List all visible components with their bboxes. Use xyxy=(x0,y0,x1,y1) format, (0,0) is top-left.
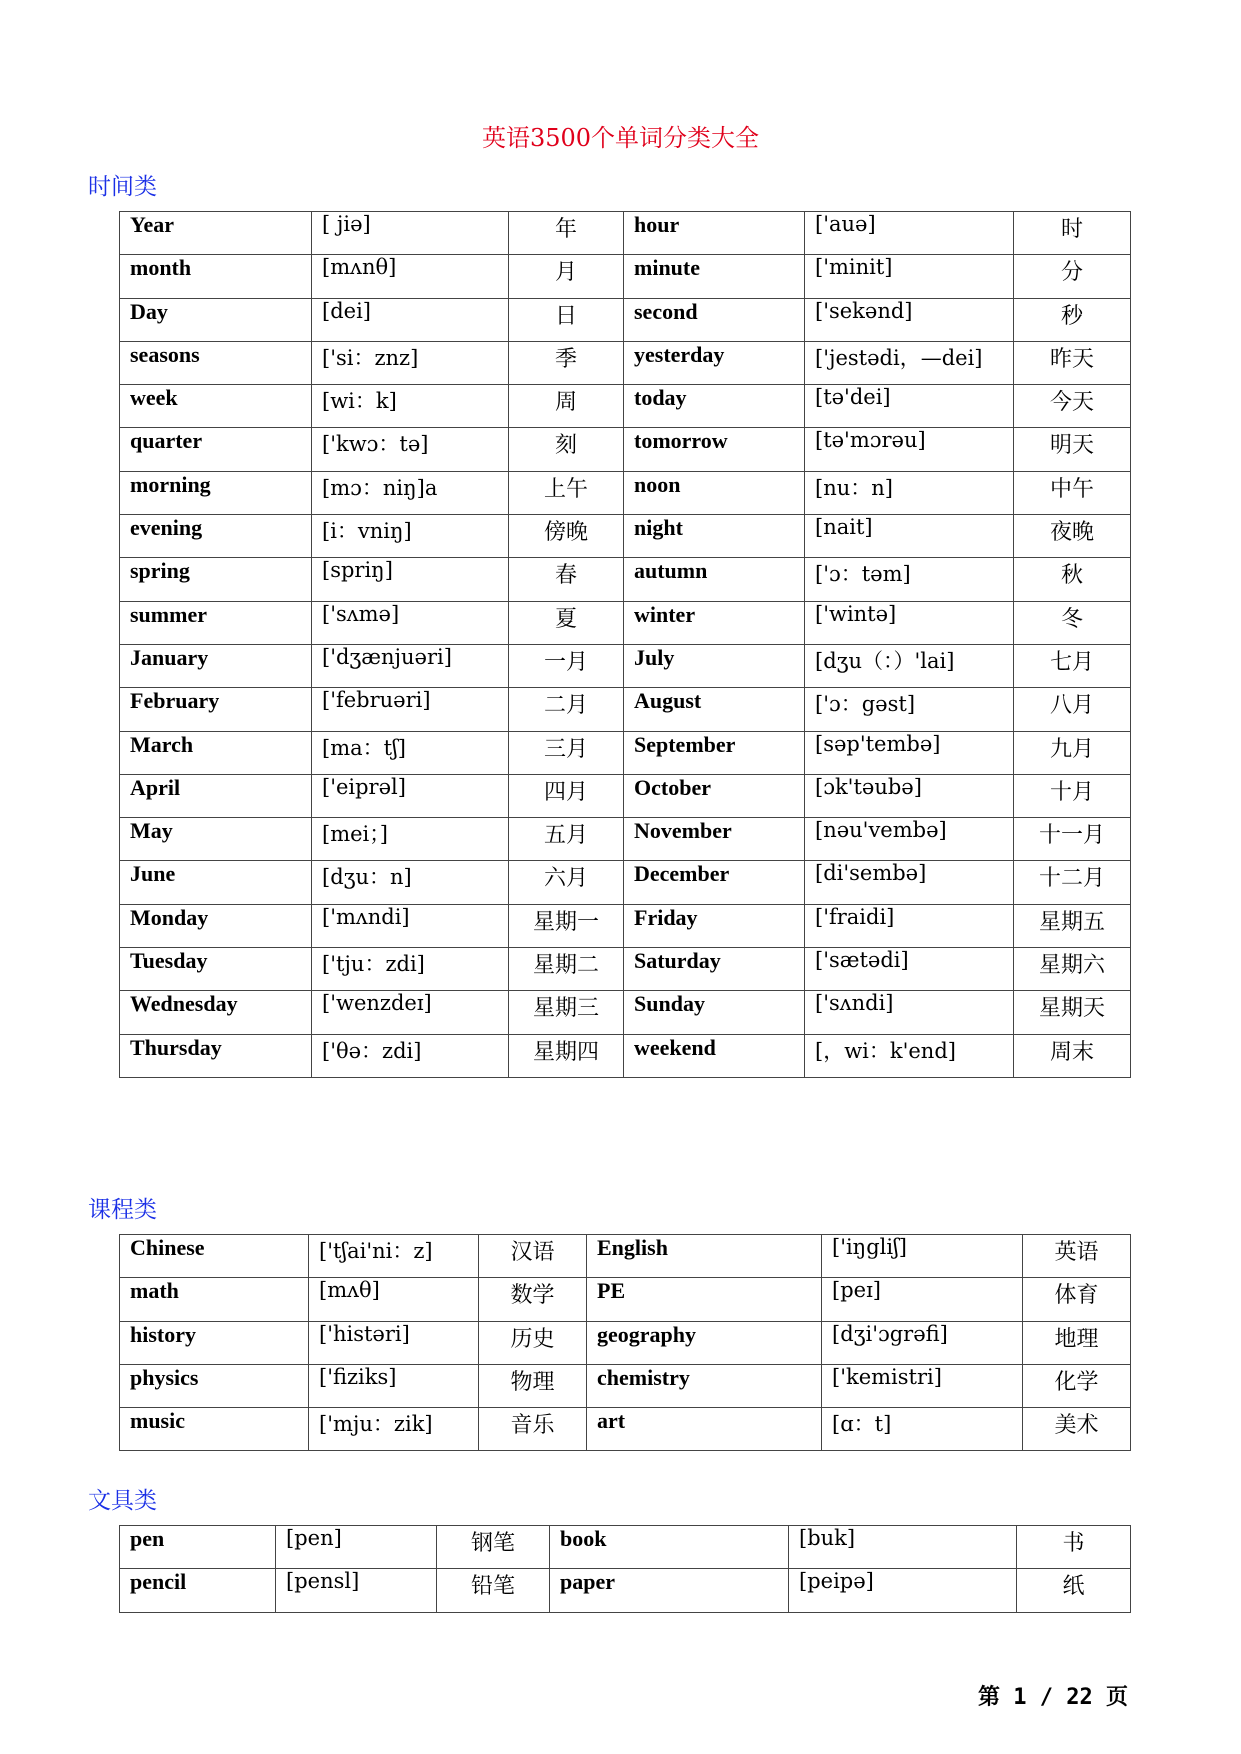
table-row xyxy=(120,471,1131,514)
phonetic-cell: [nəu'vembə] xyxy=(805,818,1014,861)
phonetic-cell: [peipə] xyxy=(789,1569,1017,1612)
meaning-cell: 时 xyxy=(1014,212,1131,255)
word-cell: September xyxy=(624,731,805,774)
word-cell: Friday xyxy=(624,904,805,947)
word-cell: weekend xyxy=(624,1034,805,1077)
word-cell: January xyxy=(120,644,312,687)
phonetic-cell: ['iŋgliʃ] xyxy=(822,1235,1023,1278)
phonetic-cell: [buk] xyxy=(789,1526,1017,1569)
meaning-cell: 二月 xyxy=(509,688,624,731)
table-row xyxy=(120,644,1131,687)
meaning-cell: 七月 xyxy=(1014,644,1131,687)
word-cell: December xyxy=(624,861,805,904)
word-cell: week xyxy=(120,385,312,428)
word-cell: Wednesday xyxy=(120,991,312,1034)
phonetic-cell: [mʌθ] xyxy=(309,1278,479,1321)
word-cell: art xyxy=(587,1408,822,1451)
table-row xyxy=(120,731,1131,774)
phonetic-cell: [mʌnθ] xyxy=(312,255,509,298)
table-row xyxy=(120,1526,1131,1569)
phonetic-cell: [peɪ] xyxy=(822,1278,1023,1321)
phonetic-cell: [dei] xyxy=(312,298,509,341)
word-cell: geography xyxy=(587,1321,822,1364)
phonetic-cell: [wi：k] xyxy=(312,385,509,428)
meaning-cell: 秋 xyxy=(1014,558,1131,601)
meaning-cell: 日 xyxy=(509,298,624,341)
word-cell: morning xyxy=(120,471,312,514)
section-heading-courses: 课程类 xyxy=(88,1197,157,1223)
phonetic-cell: [dʒu：n] xyxy=(312,861,509,904)
word-cell: winter xyxy=(624,601,805,644)
word-cell: February xyxy=(120,688,312,731)
phonetic-cell: ['sʌndi] xyxy=(805,991,1014,1034)
table-row xyxy=(120,255,1131,298)
meaning-cell: 夜晚 xyxy=(1014,515,1131,558)
meaning-cell: 美术 xyxy=(1023,1408,1131,1451)
word-cell: history xyxy=(120,1321,309,1364)
meaning-cell: 季 xyxy=(509,341,624,384)
meaning-cell: 星期四 xyxy=(509,1034,624,1077)
word-cell: math xyxy=(120,1278,309,1321)
word-cell: May xyxy=(120,818,312,861)
phonetic-cell: [ɑ：t] xyxy=(822,1408,1023,1451)
meaning-cell: 分 xyxy=(1014,255,1131,298)
meaning-cell: 四月 xyxy=(509,774,624,817)
phonetic-cell: ['februəri] xyxy=(312,688,509,731)
table-row xyxy=(120,298,1131,341)
word-cell: March xyxy=(120,731,312,774)
word-cell: English xyxy=(587,1235,822,1278)
phonetic-cell: [i：vniŋ] xyxy=(312,515,509,558)
phonetic-cell: ['histəri] xyxy=(309,1321,479,1364)
phonetic-cell: [spriŋ] xyxy=(312,558,509,601)
meaning-cell: 纸 xyxy=(1017,1569,1131,1612)
table-row xyxy=(120,558,1131,601)
phonetic-cell: ['minit] xyxy=(805,255,1014,298)
phonetic-cell: ['jestədi，—dei] xyxy=(805,341,1014,384)
phonetic-cell: ['fraidi] xyxy=(805,904,1014,947)
phonetic-cell: [tə'mɔrəu] xyxy=(805,428,1014,471)
meaning-cell: 一月 xyxy=(509,644,624,687)
document-title: 英语3500个单词分类大全 xyxy=(481,124,760,152)
word-cell: summer xyxy=(120,601,312,644)
word-cell: today xyxy=(624,385,805,428)
word-cell: noon xyxy=(624,471,805,514)
table-row xyxy=(120,688,1131,731)
meaning-cell: 春 xyxy=(509,558,624,601)
phonetic-cell: ['sekənd] xyxy=(805,298,1014,341)
table-row xyxy=(120,212,1131,255)
phonetic-cell: [ma：tʃ] xyxy=(312,731,509,774)
meaning-cell: 今天 xyxy=(1014,385,1131,428)
section-heading-time: 时间类 xyxy=(88,174,157,200)
meaning-cell: 三月 xyxy=(509,731,624,774)
word-cell: Thursday xyxy=(120,1034,312,1077)
page-number: 第 1 / 22 页 xyxy=(978,1685,1128,1710)
meaning-cell: 十二月 xyxy=(1014,861,1131,904)
word-cell: October xyxy=(624,774,805,817)
word-cell: Saturday xyxy=(624,948,805,991)
meaning-cell: 星期二 xyxy=(509,948,624,991)
phonetic-cell: [dʒu（：）'lai] xyxy=(805,644,1014,687)
meaning-cell: 星期一 xyxy=(509,904,624,947)
table-row xyxy=(120,991,1131,1034)
section-heading-stationery: 文具类 xyxy=(88,1488,157,1514)
word-cell: Monday xyxy=(120,904,312,947)
phonetic-cell: ['eiprəl] xyxy=(312,774,509,817)
phonetic-cell: ['ɔ：təm] xyxy=(805,558,1014,601)
word-cell: July xyxy=(624,644,805,687)
vocab-table-stationery xyxy=(119,1525,1131,1613)
table-row xyxy=(120,385,1131,428)
meaning-cell: 刻 xyxy=(509,428,624,471)
word-cell: November xyxy=(624,818,805,861)
meaning-cell: 星期天 xyxy=(1014,991,1131,1034)
phonetic-cell: [di'sembə] xyxy=(805,861,1014,904)
meaning-cell: 年 xyxy=(509,212,624,255)
meaning-cell: 化学 xyxy=(1023,1364,1131,1407)
meaning-cell: 书 xyxy=(1017,1526,1131,1569)
meaning-cell: 音乐 xyxy=(479,1408,587,1451)
meaning-cell: 地理 xyxy=(1023,1321,1131,1364)
phonetic-cell: ['si：znz] xyxy=(312,341,509,384)
phonetic-cell: ['wintə] xyxy=(805,601,1014,644)
word-cell: night xyxy=(624,515,805,558)
phonetic-cell: [，wi：k'end] xyxy=(805,1034,1014,1077)
phonetic-cell: ['mʌndi] xyxy=(312,904,509,947)
word-cell: spring xyxy=(120,558,312,601)
vocab-table-time xyxy=(119,211,1131,1078)
table-row xyxy=(120,1408,1131,1451)
vocab-table-courses xyxy=(119,1234,1131,1451)
word-cell: paper xyxy=(550,1569,789,1612)
meaning-cell: 数学 xyxy=(479,1278,587,1321)
word-cell: physics xyxy=(120,1364,309,1407)
word-cell: Sunday xyxy=(624,991,805,1034)
phonetic-cell: ['ɔ：gəst] xyxy=(805,688,1014,731)
phonetic-cell: ['auə] xyxy=(805,212,1014,255)
phonetic-cell: [ɔk'təubə] xyxy=(805,774,1014,817)
word-cell: minute xyxy=(624,255,805,298)
word-cell: Tuesday xyxy=(120,948,312,991)
phonetic-cell: ['sætədi] xyxy=(805,948,1014,991)
phonetic-cell: [mɔ：niŋ]a xyxy=(312,471,509,514)
meaning-cell: 体育 xyxy=(1023,1278,1131,1321)
phonetic-cell: [pen] xyxy=(276,1526,437,1569)
word-cell: Year xyxy=(120,212,312,255)
word-cell: June xyxy=(120,861,312,904)
phonetic-cell: ['mju：zik] xyxy=(309,1408,479,1451)
meaning-cell: 英语 xyxy=(1023,1235,1131,1278)
meaning-cell: 六月 xyxy=(509,861,624,904)
meaning-cell: 历史 xyxy=(479,1321,587,1364)
word-cell: April xyxy=(120,774,312,817)
word-cell: yesterday xyxy=(624,341,805,384)
meaning-cell: 十月 xyxy=(1014,774,1131,817)
meaning-cell: 冬 xyxy=(1014,601,1131,644)
meaning-cell: 汉语 xyxy=(479,1235,587,1278)
phonetic-cell: ['sʌmə] xyxy=(312,601,509,644)
word-cell: pencil xyxy=(120,1569,276,1612)
phonetic-cell: [tə'dei] xyxy=(805,385,1014,428)
meaning-cell: 夏 xyxy=(509,601,624,644)
phonetic-cell: [nu：n] xyxy=(805,471,1014,514)
meaning-cell: 周 xyxy=(509,385,624,428)
phonetic-cell: ['dʒænjuəri] xyxy=(312,644,509,687)
table-row xyxy=(120,515,1131,558)
table-row xyxy=(120,818,1131,861)
word-cell: music xyxy=(120,1408,309,1451)
meaning-cell: 八月 xyxy=(1014,688,1131,731)
table-row xyxy=(120,1364,1131,1407)
meaning-cell: 傍晚 xyxy=(509,515,624,558)
table-row xyxy=(120,904,1131,947)
table-row xyxy=(120,774,1131,817)
meaning-cell: 星期五 xyxy=(1014,904,1131,947)
word-cell: book xyxy=(550,1526,789,1569)
table-row xyxy=(120,1569,1131,1612)
word-cell: hour xyxy=(624,212,805,255)
phonetic-cell: [səp'tembə] xyxy=(805,731,1014,774)
meaning-cell: 星期六 xyxy=(1014,948,1131,991)
word-cell: seasons xyxy=(120,341,312,384)
table-row xyxy=(120,1278,1131,1321)
word-cell: pen xyxy=(120,1526,276,1569)
word-cell: Day xyxy=(120,298,312,341)
meaning-cell: 明天 xyxy=(1014,428,1131,471)
word-cell: tomorrow xyxy=(624,428,805,471)
meaning-cell: 钢笔 xyxy=(437,1526,550,1569)
word-cell: evening xyxy=(120,515,312,558)
meaning-cell: 九月 xyxy=(1014,731,1131,774)
phonetic-cell: ['kwɔ：tə] xyxy=(312,428,509,471)
phonetic-cell: ['tʃai'ni：z] xyxy=(309,1235,479,1278)
table-row xyxy=(120,861,1131,904)
word-cell: month xyxy=(120,255,312,298)
phonetic-cell: [pensl] xyxy=(276,1569,437,1612)
meaning-cell: 上午 xyxy=(509,471,624,514)
meaning-cell: 昨天 xyxy=(1014,341,1131,384)
phonetic-cell: ['θə：zdi] xyxy=(312,1034,509,1077)
word-cell: PE xyxy=(587,1278,822,1321)
meaning-cell: 月 xyxy=(509,255,624,298)
word-cell: August xyxy=(624,688,805,731)
phonetic-cell: ['kemistri] xyxy=(822,1364,1023,1407)
meaning-cell: 五月 xyxy=(509,818,624,861)
meaning-cell: 秒 xyxy=(1014,298,1131,341)
table-row xyxy=(120,1321,1131,1364)
meaning-cell: 物理 xyxy=(479,1364,587,1407)
word-cell: autumn xyxy=(624,558,805,601)
phonetic-cell: [mei；] xyxy=(312,818,509,861)
table-row xyxy=(120,948,1131,991)
table-row xyxy=(120,341,1131,384)
word-cell: quarter xyxy=(120,428,312,471)
phonetic-cell: [nait] xyxy=(805,515,1014,558)
table-row xyxy=(120,428,1131,471)
word-cell: Chinese xyxy=(120,1235,309,1278)
table-row xyxy=(120,1235,1131,1278)
phonetic-cell: ['tju：zdi] xyxy=(312,948,509,991)
phonetic-cell: [ jiə] xyxy=(312,212,509,255)
meaning-cell: 星期三 xyxy=(509,991,624,1034)
meaning-cell: 中午 xyxy=(1014,471,1131,514)
phonetic-cell: [dʒi'ɔgrəfi] xyxy=(822,1321,1023,1364)
word-cell: second xyxy=(624,298,805,341)
word-cell: chemistry xyxy=(587,1364,822,1407)
table-row xyxy=(120,1034,1131,1077)
phonetic-cell: ['wenzdeɪ] xyxy=(312,991,509,1034)
meaning-cell: 周末 xyxy=(1014,1034,1131,1077)
meaning-cell: 铅笔 xyxy=(437,1569,550,1612)
meaning-cell: 十一月 xyxy=(1014,818,1131,861)
phonetic-cell: ['fiziks] xyxy=(309,1364,479,1407)
table-row xyxy=(120,601,1131,644)
